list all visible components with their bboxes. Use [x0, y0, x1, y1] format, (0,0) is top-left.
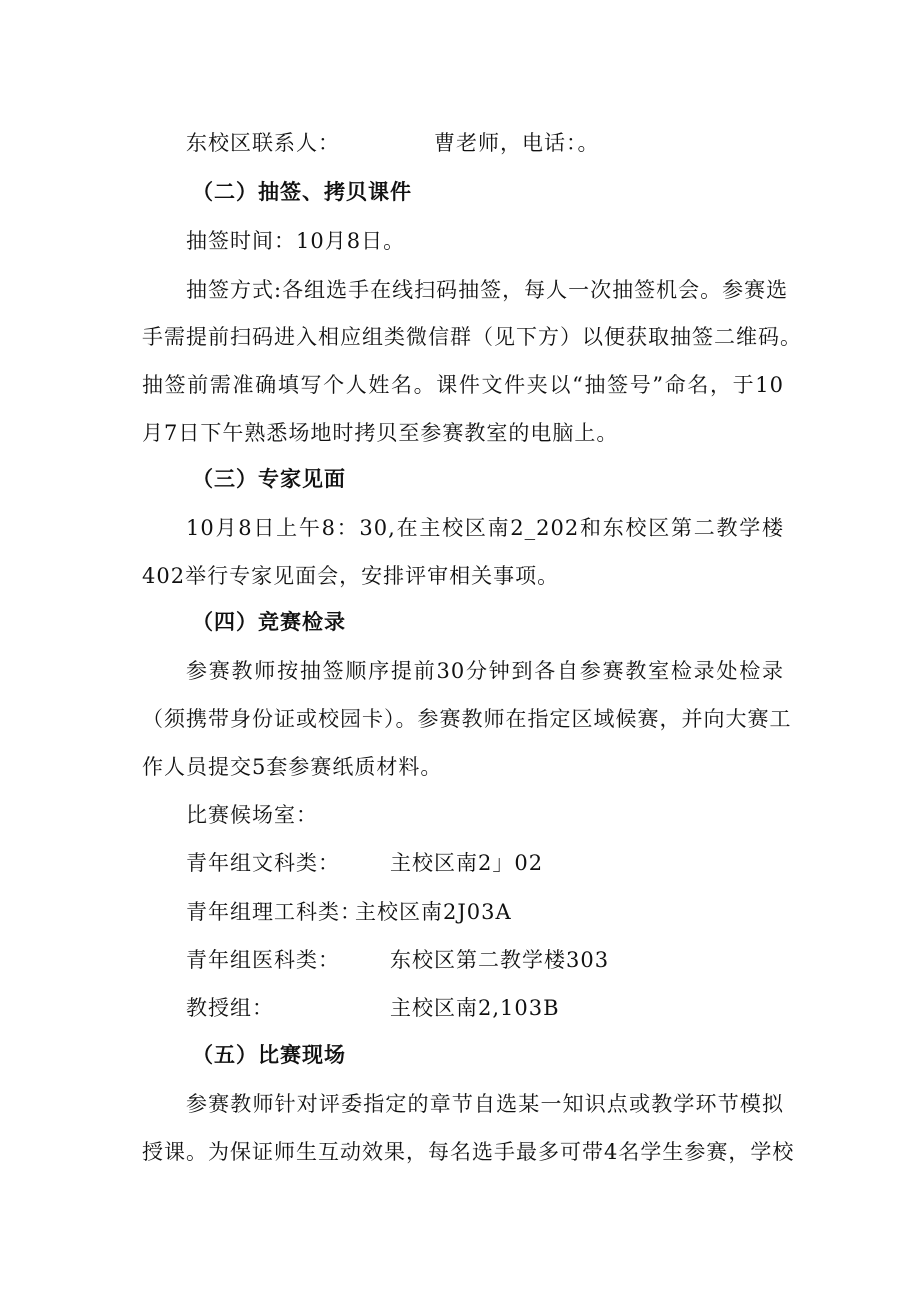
checkin-line-3: 作人员提交5套参赛纸质材料。 — [142, 755, 443, 779]
experts-line-2: 402举行专家见面会，安排评审相关事项。 — [142, 564, 560, 588]
contact-label: 东校区联系人： — [186, 131, 340, 155]
checkin-line-1: 参赛教师按抽签顺序提前30分钟到各自参赛教室检录处检录 — [186, 659, 784, 683]
room-row-room: 主校区南2」02 — [390, 851, 544, 875]
competition-line-1: 参赛教师针对评委指定的章节自选某一知识点或教学环节模拟 — [186, 1092, 784, 1116]
section-heading-competition: （五）比赛现场 — [192, 1043, 346, 1067]
draw-method-line-4: 月7日下午熟悉场地时拷贝至参赛教室的电脑上。 — [142, 421, 619, 445]
room-row-room: 主校区南2,103B — [390, 996, 560, 1020]
room-row-group: 青年组理工科类： — [186, 900, 362, 924]
checkin-line-2: （须携带身份证或校园卡）。参赛教师在指定区域候赛，并向大赛工 — [142, 707, 792, 731]
section-heading-checkin: （四）竞赛检录 — [192, 610, 346, 634]
contact-value: 曹老师，电话：。 — [434, 131, 600, 155]
draw-method-line-2: 手需提前扫码进入相应组类微信群（见下方）以便获取抽签二维码。 — [142, 325, 802, 349]
section-heading-draw: （二）抽签、拷贝课件 — [192, 180, 412, 204]
draw-method-line-1: 抽签方式:各组选手在线扫码抽签，每人一次抽签机会。参赛选 — [186, 278, 789, 302]
experts-line-1: 10月8日上午8：30,在主校区南2_202和东校区第二教学楼 — [186, 516, 784, 540]
waiting-rooms-label: 比赛候场室： — [186, 803, 318, 827]
room-row-room: 主校区南2J03A — [355, 900, 512, 924]
section-heading-experts: （三）专家见面 — [192, 467, 346, 491]
contact-line — [186, 128, 340, 158]
room-row-group: 教授组： — [186, 996, 274, 1020]
room-row-room: 东校区第二教学楼303 — [390, 948, 610, 972]
room-row-group: 青年组医科类： — [186, 948, 340, 972]
draw-method-line-3: 抽签前需准确填写个人姓名。课件文件夹以“抽签号”命名，于10 — [142, 373, 784, 397]
draw-time: 抽签时间：10月8日。 — [186, 229, 406, 253]
competition-line-2: 授课。为保证师生互动效果，每名选手最多可带4名学生参赛，学校 — [142, 1140, 795, 1164]
room-row-group: 青年组文科类： — [186, 851, 340, 875]
